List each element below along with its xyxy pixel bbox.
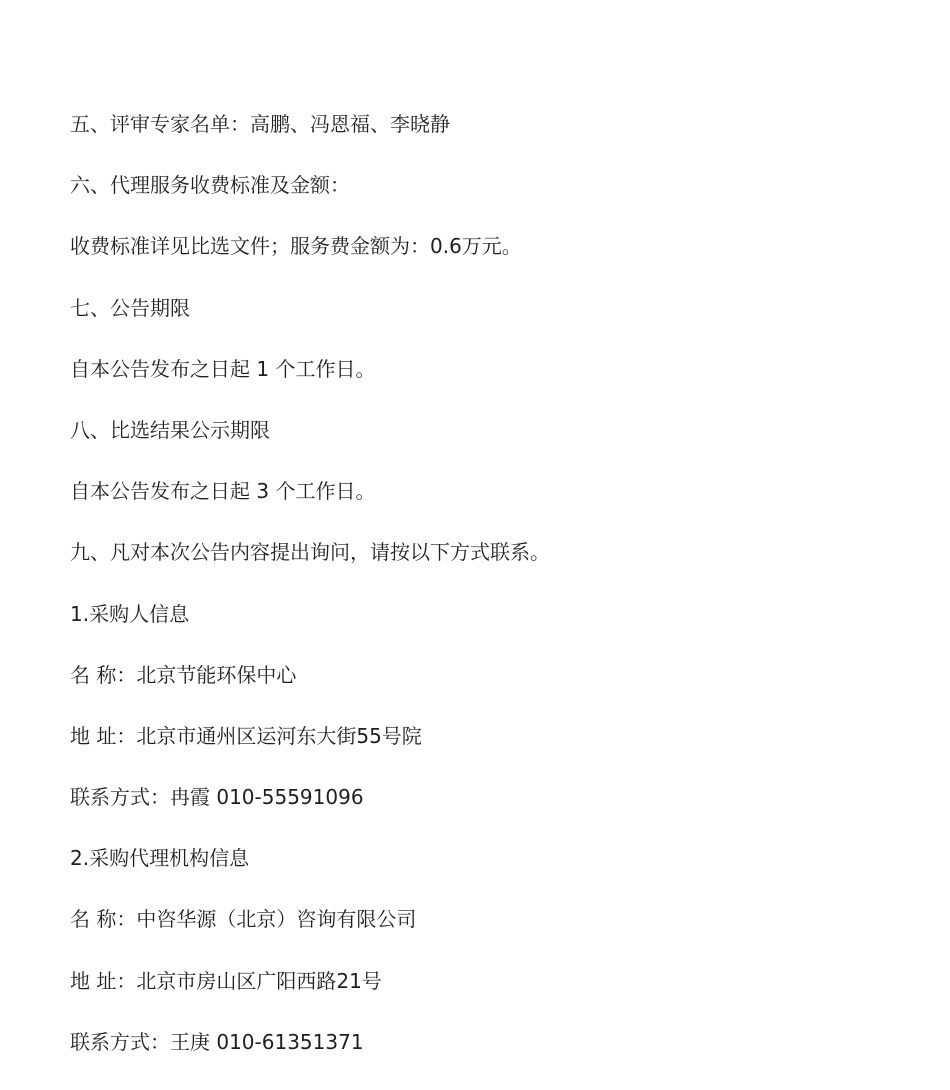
agency-contact: 联系方式：王庚 010-61351371 (70, 1029, 364, 1054)
agency-info-heading: 2.采购代理机构信息 (70, 846, 250, 871)
section-contact-heading: 九、凡对本次公告内容提出询问，请按以下方式联系。 (70, 540, 550, 565)
agency-address: 地 址：北京市房山区广阳西路21号 (70, 968, 382, 993)
purchaser-contact: 联系方式：冉霞 010-55591096 (70, 785, 364, 810)
announcement-body (70, 111, 910, 1090)
section-announcement-period-heading: 七、公告期限 (70, 295, 190, 320)
agency-fee-detail: 收费标准详见比选文件；服务费金额为：0.6万元。 (70, 234, 522, 259)
section-review-experts: 五、评审专家名单：高鹏、冯恩福、李晓静 (70, 112, 450, 136)
announcement-period-detail: 自本公告发布之日起 1 个工作日。 (70, 356, 376, 381)
result-publicity-detail: 自本公告发布之日起 3 个工作日。 (70, 479, 376, 504)
agency-name: 名 称：中咨华源（北京）咨询有限公司 (70, 907, 417, 932)
section-agency-fee-heading: 六、代理服务收费标准及金额： (70, 173, 350, 198)
purchaser-address: 地 址：北京市通州区运河东大街55号院 (70, 723, 422, 748)
section-result-publicity-heading: 八、比选结果公示期限 (70, 417, 270, 442)
purchaser-info-heading: 1.采购人信息 (70, 601, 190, 626)
purchaser-name: 名 称：北京节能环保中心 (70, 662, 297, 687)
